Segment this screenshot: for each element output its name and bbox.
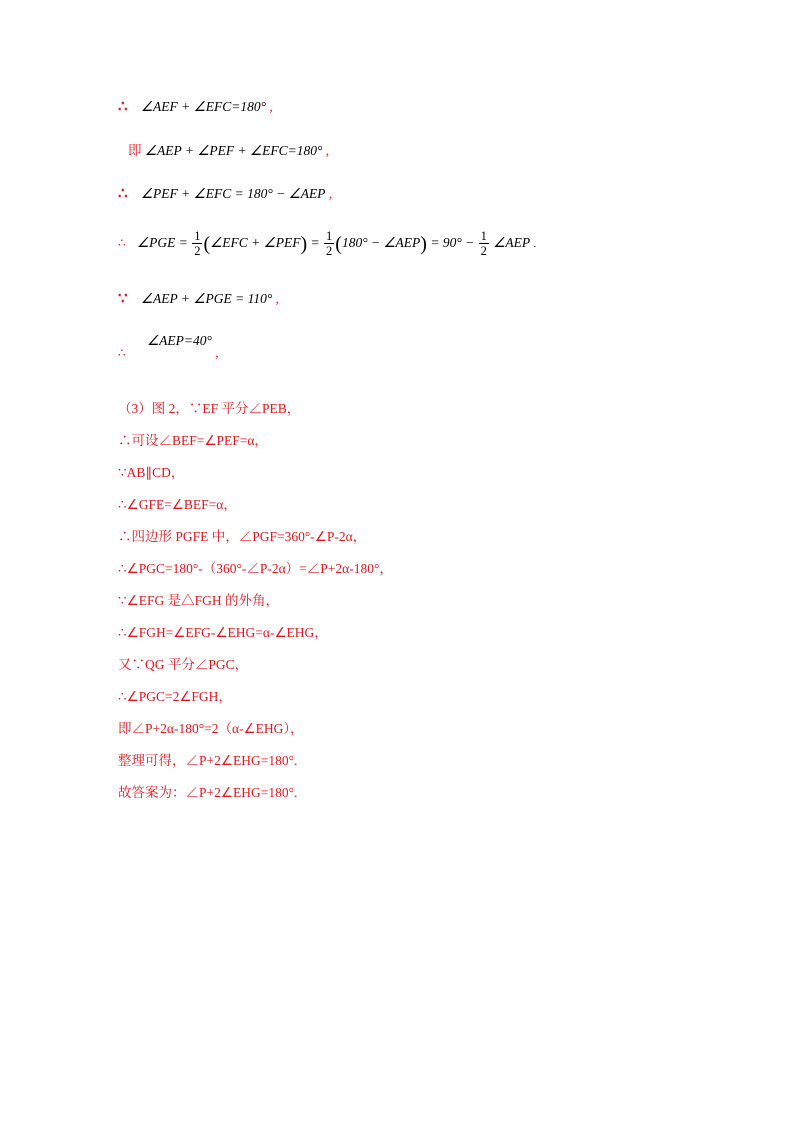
equals-sign: = (310, 235, 320, 250)
solution-line: （3）图 2，∵EF 平分∠PEB， (118, 401, 301, 416)
equation: ∠AEP=40° (147, 333, 212, 348)
punctuation: , (328, 186, 333, 201)
derivation-line-2 (128, 142, 329, 160)
solution-line: ∴四边形 PGFE 中，∠PGF=360°-∠P-2α， (118, 529, 367, 544)
solution-line: ∴∠FGH=∠EFG-∠EHG=α-∠EHG， (118, 625, 328, 640)
punctuation: , (275, 291, 279, 306)
solution-line: ∴可设∠BEF=∠PEF=α， (118, 433, 268, 448)
therefore-symbol: ∴ (118, 236, 126, 250)
because-symbol: ∵ (118, 291, 128, 307)
equation: ∠AEP + ∠PEF + ∠EFC=180° (144, 143, 323, 158)
fraction-half: $\frac{1}{2}$ (480, 229, 487, 259)
solution-line: ∴∠GFE=∠BEF=α， (118, 497, 237, 512)
derivation-line-4: ∴ ∠PGE = $\frac{1}{2}$ (∠EFC + ∠PEF) = $\frac{1}{2}$ (180° − ∠AEP) = 90° − $\frac{1}{2}$ ∠AEP . (118, 229, 537, 259)
derivation-line-1 (118, 98, 273, 116)
therefore-symbol: ∴ (118, 346, 126, 360)
solution-line: 即∠P+2α-180°=2（α-∠EHG）， (118, 721, 304, 736)
equation: ∠AEF + ∠EFC=180° (140, 99, 266, 114)
equation-tail: ∠AEP (493, 235, 531, 250)
solution-line: ∴∠PGC=2∠FGH， (118, 689, 232, 704)
equation-rhs: = 90° − (430, 235, 475, 250)
fraction-half: $\frac{1}{2}$ (326, 229, 333, 259)
fraction-half: $\frac{1}{2}$ (194, 229, 201, 259)
derivation-line-6 (118, 332, 219, 360)
solution-line: ∴∠PGC=180°-（360°-∠P-2α）=∠P+2α-180°， (118, 561, 393, 576)
solution-line: ∵∠EFG 是△FGH 的外角， (118, 593, 279, 608)
solution-line: 又∵QG 平分∠PGC， (118, 657, 249, 672)
derivation-line-3 (118, 185, 332, 203)
punctuation: , (325, 143, 330, 158)
equation: ∠PEF + ∠EFC = 180° − ∠AEP (140, 186, 326, 201)
therefore-symbol: ∴ (118, 99, 128, 115)
punctuation: . (533, 238, 537, 250)
equation: ∠AEP + ∠PGE = 110° (140, 291, 273, 306)
solution-line: 故答案为：∠P+2∠EHG=180°. (118, 785, 298, 800)
solution-line: ∵AB∥CD， (118, 465, 185, 480)
punctuation: , (269, 99, 273, 114)
prefix-text: 即 (128, 143, 142, 158)
solution-line: 整理可得，∠P+2∠EHG=180°. (118, 753, 298, 768)
derivation-line-5 (118, 290, 279, 308)
paren-expression-1: ∠EFC + ∠PEF (210, 235, 301, 250)
paren-expression-2: 180° − ∠AEP (341, 235, 421, 250)
punctuation: , (215, 345, 219, 360)
therefore-symbol: ∴ (118, 186, 128, 202)
equation-lhs: ∠PGE = (137, 235, 188, 250)
